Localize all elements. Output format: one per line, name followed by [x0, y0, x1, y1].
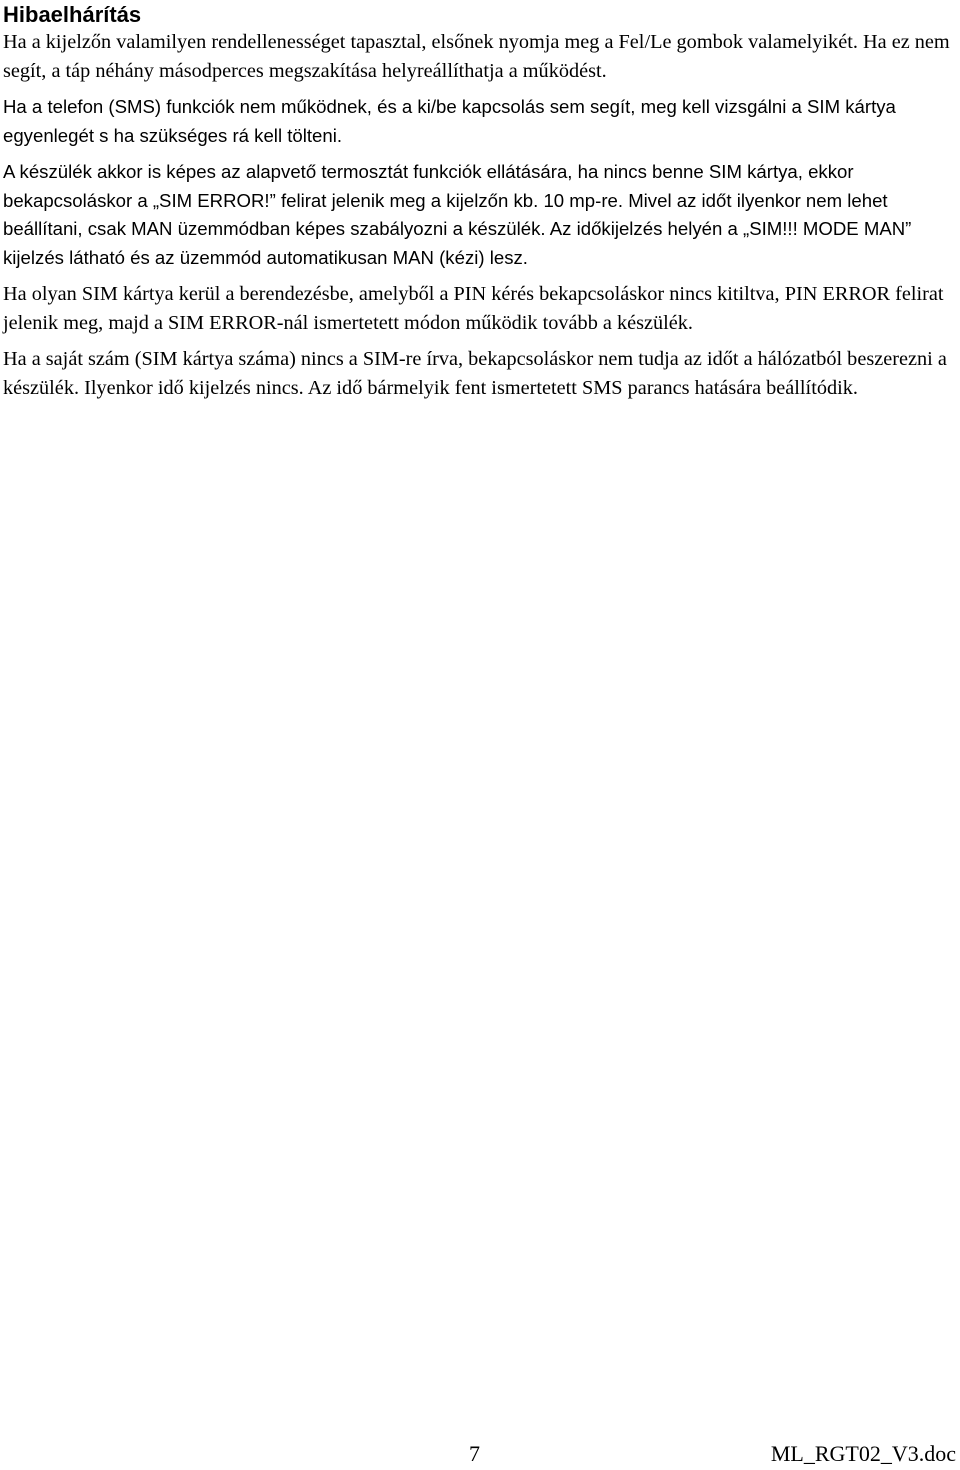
paragraph-own-number: Ha a saját szám (SIM kártya száma) nincs a SIM-re írva, bekapcsoláskor nem tudja az időt a hálózatból beszerezni a készülék. Ilyenkor idő kijelzés nincs. Az idő bármelyik fent ismertetett SMS parancs hatására beállítódik.	[3, 348, 947, 399]
document-filename: ML_RGT02_V3.doc	[770, 1441, 956, 1466]
paragraph-display-reset: Ha a kijelzőn valamilyen rendellenességet tapasztal, elsőnek nyomja meg a Fel/Le gombok valamelyikét. Ha ez nem segít, a táp néhány másodperces megszakítása helyreállíthatja a működést.	[3, 31, 950, 82]
section-heading: Hibaelhárítás	[3, 2, 142, 27]
paragraph-pin-error: Ha olyan SIM kártya kerül a berendezésbe, amelyből a PIN kérés bekapcsoláskor nincs kitiltva, PIN ERROR felirat jelenik meg, majd a SIM ERROR-nál ismertetett módon működik tovább a készülék.	[3, 283, 944, 334]
document-body	[3, 0, 957, 410]
paragraph-no-sim: A készülék akkor is képes az alapvető termosztát funkciók ellátására, ha nincs benne SIM kártya, ekkor bekapcsoláskor a „SIM ERROR!” felirat jelenik meg a kijelzőn kb. 10 mp-re. Mivel az időt ilyenkor nem lehet beállítani, csak MAN üzemmódban képes szabályozni a készülék. Az időkijelzés helyén a „SIM!!! MODE MAN” kijelzés látható és az üzemmód automatikusan MAN (kézi) lesz.	[3, 161, 912, 268]
page-footer	[0, 1440, 960, 1470]
page-number: 7	[469, 1441, 480, 1466]
paragraph-sms-functions: Ha a telefon (SMS) funkciók nem működnek, és a ki/be kapcsolás sem segít, meg kell vizsgálni a SIM kártya egyenlegét s ha szükséges rá kell tölteni.	[3, 96, 896, 146]
